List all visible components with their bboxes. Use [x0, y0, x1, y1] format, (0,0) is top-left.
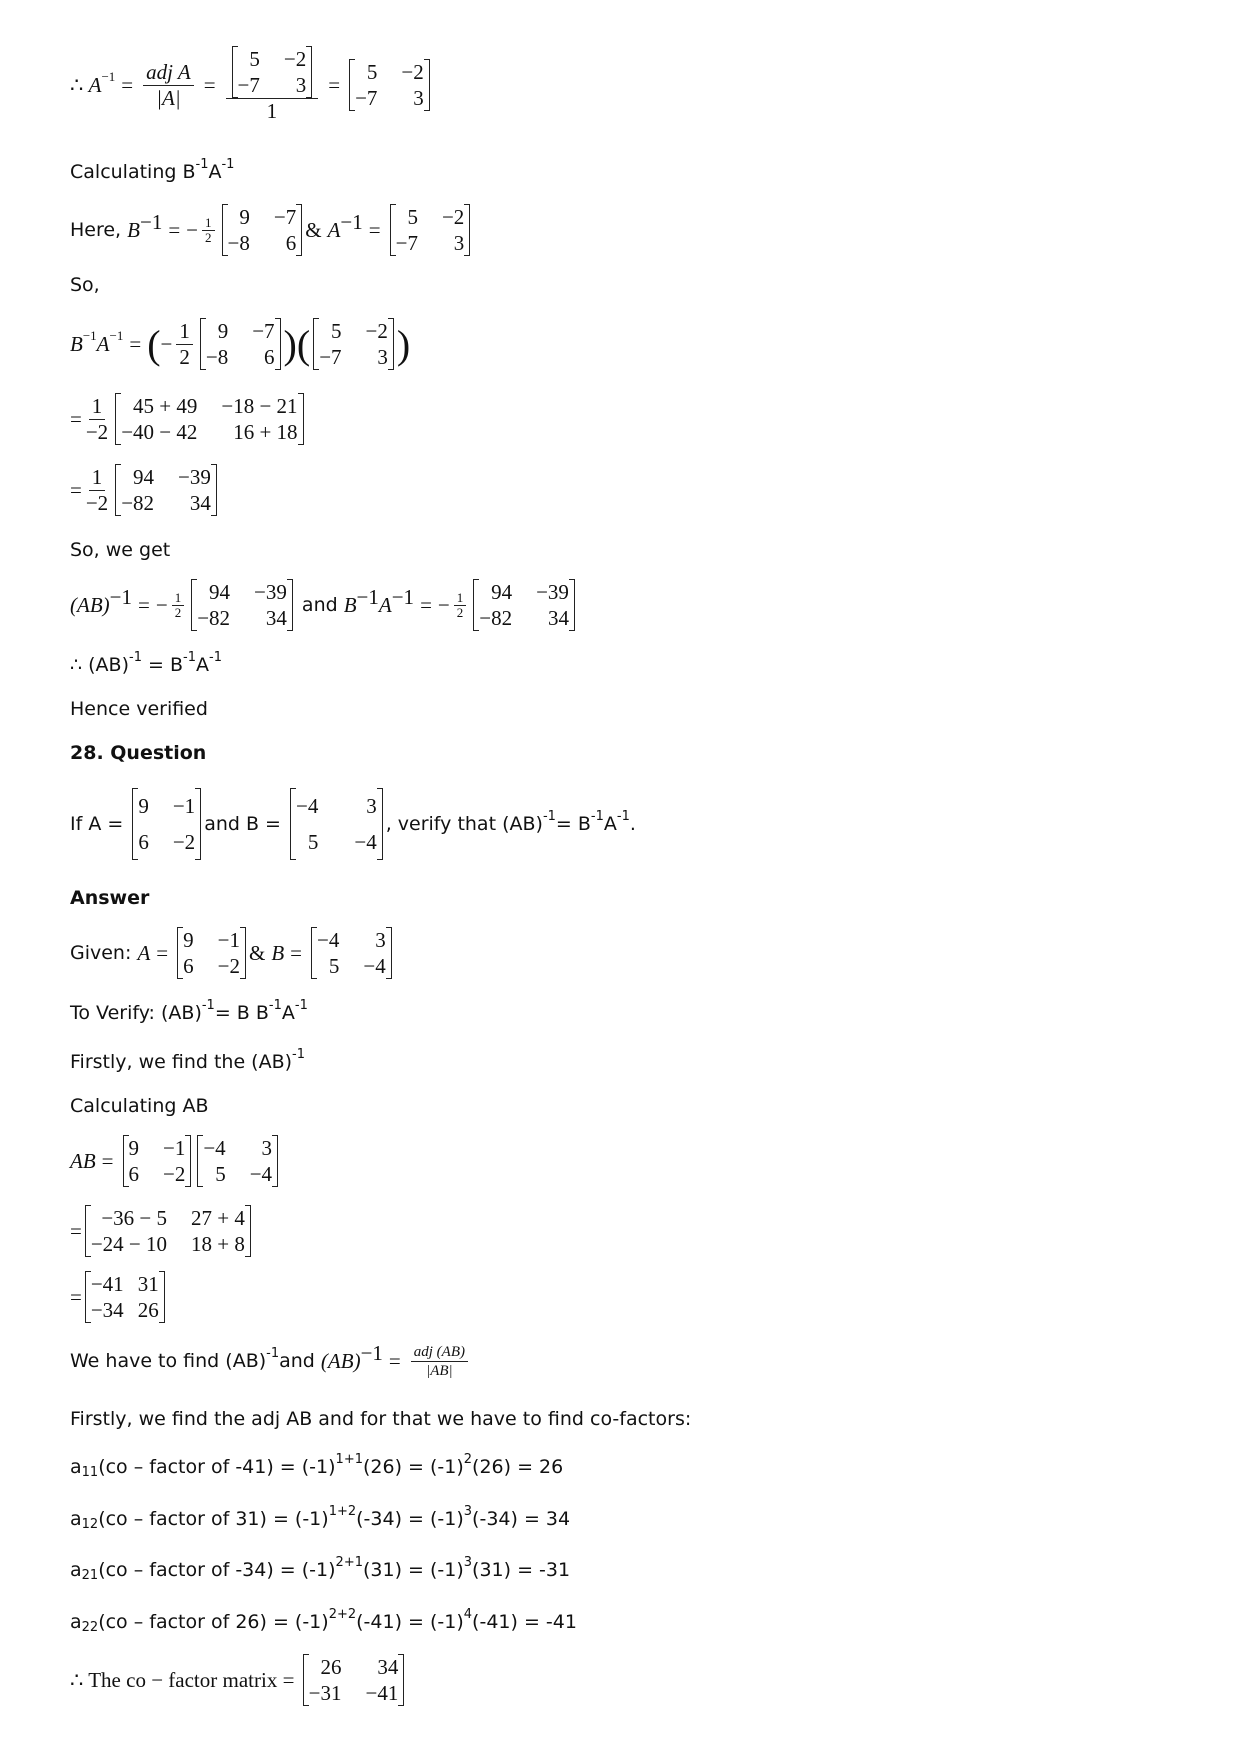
matrix-cell: 6 — [264, 345, 275, 369]
question-statement — [70, 794, 636, 854]
matrix-cell: 18 + 8 — [191, 1232, 245, 1256]
text: To Verify: (AB) — [70, 1002, 202, 1024]
var: B — [127, 217, 140, 242]
matrix-cell: −24 − 10 — [90, 1232, 168, 1256]
matrix-cell: −39 — [254, 580, 287, 604]
matrix-cell: −8 — [227, 231, 250, 255]
cofactor-line: a $_{12}$ (co – factor of 31) = (-1) $^{1+2}$ (-34) = (-1) $^3$ (-34) = 34 — [70, 1503, 571, 1532]
text: 4 — [463, 1606, 473, 1622]
text: 2 — [179, 344, 190, 369]
text: -1 — [201, 997, 215, 1013]
text: (-34) = (-1) — [356, 1508, 464, 1530]
matrix-cell: −2 — [365, 319, 388, 343]
product-line — [70, 314, 410, 374]
text: Answer — [70, 887, 150, 909]
matrix-cell: 6 — [128, 1162, 139, 1186]
matrix-cell: −39 — [536, 580, 569, 604]
matrix-cell: 26 — [137, 1298, 159, 1322]
matrix — [197, 1135, 278, 1187]
matrix-cell: 45 + 49 — [133, 394, 198, 418]
text: 22 — [81, 1619, 99, 1635]
matrix — [85, 1271, 165, 1323]
cofactor-line: a $_{11}$ (co – factor of -41) = (-1) $^{1+1}$ (26) = (-1) $^2$ (26) = 26 — [70, 1451, 564, 1480]
eq: = — [121, 72, 134, 97]
matrix-cell: 5 — [366, 60, 378, 84]
ab-product-line — [70, 1131, 281, 1191]
text: 1 — [454, 591, 467, 606]
text: −1 — [109, 328, 124, 343]
matrix-cell: 31 — [137, 1272, 159, 1296]
text: -1 — [590, 808, 604, 824]
fraction — [454, 591, 467, 620]
text: and — [301, 594, 338, 616]
matrix-cell: −8 — [205, 345, 229, 369]
cofactor-line: a $_{21}$ (co – factor of -34) = (-1) $^{2+1}$ (31) = (-1) $^3$ (31) = -31 — [70, 1554, 571, 1583]
cofactor-exponent: 1+1 — [335, 1451, 363, 1467]
matrix-cell: 34 — [189, 491, 211, 515]
matrix-cell: 94 — [491, 580, 513, 604]
text-line — [70, 255, 100, 315]
sup: −1 — [340, 209, 363, 234]
text: -1 — [292, 1046, 306, 1062]
text: 1 — [176, 319, 193, 345]
matrix-cell: 3 — [453, 231, 465, 255]
text: , verify that (AB) — [385, 813, 543, 835]
matrix-cell: 9 — [217, 319, 229, 343]
matrix-cell: −40 − 42 — [121, 420, 198, 444]
text: & — [248, 940, 266, 965]
var: A — [327, 217, 341, 242]
matrix-cell: 5 — [328, 954, 340, 978]
den: |A| — [156, 85, 181, 110]
formula-line — [70, 1331, 472, 1391]
matrix-cell: −7 — [395, 231, 418, 255]
var: A — [88, 72, 102, 97]
matrix-cell: 3 — [295, 73, 307, 97]
question-heading — [70, 723, 206, 783]
text: 12 — [81, 1516, 99, 1532]
eq: = — [328, 72, 341, 97]
text: A — [281, 1002, 295, 1024]
text: A — [196, 654, 209, 676]
matrix-cell: −1 — [172, 794, 196, 818]
matrix-cell: 3 — [413, 86, 424, 110]
text: B — [70, 331, 83, 356]
text: Hence verified — [70, 698, 208, 720]
text-line — [70, 1076, 209, 1136]
a-inverse-equation — [70, 47, 433, 123]
result-line — [70, 460, 220, 520]
text: 2 — [456, 604, 464, 620]
matrix-cell: 5 — [249, 47, 260, 71]
matrix-cell: 94 — [209, 580, 231, 604]
text: (AB) — [70, 592, 110, 617]
matrix-cell: −18 − 21 — [221, 394, 298, 418]
matrix — [349, 59, 430, 111]
expanded-line — [70, 389, 307, 449]
text: (26) = 26 — [472, 1456, 564, 1478]
text-line — [70, 520, 170, 580]
text: = — [148, 654, 164, 676]
text: -1 — [129, 649, 142, 665]
text: B — [255, 1002, 269, 1024]
text: ∴ The co − factor matrix = — [70, 1667, 295, 1692]
text: (31) = -31 — [472, 1559, 571, 1581]
text: A — [208, 161, 222, 183]
matrix-cell: −4 — [317, 928, 340, 952]
den: 1 — [266, 99, 278, 123]
ab-result-line — [70, 1267, 168, 1327]
matrix — [222, 204, 303, 256]
matrix-cell: −7 — [252, 319, 275, 343]
sup: −1 — [139, 209, 163, 234]
eq: = — [203, 72, 216, 97]
matrix — [303, 1654, 405, 1706]
text: 3 — [463, 1503, 473, 1519]
matrix-cell: −4 — [363, 954, 386, 978]
text: and B = — [204, 813, 281, 835]
matrix-cell: −2 — [283, 47, 307, 71]
text: −1 — [360, 1340, 383, 1365]
text: = — [388, 1348, 401, 1373]
text: −2 — [85, 419, 109, 444]
text: Given: — [70, 942, 132, 964]
text: 1 — [89, 465, 106, 491]
text: = — [101, 1148, 114, 1173]
text: B — [271, 940, 285, 965]
text: = — [156, 940, 169, 965]
math-symbol: ) — [396, 321, 411, 367]
text: = — [290, 940, 303, 965]
text: −1 — [391, 584, 415, 609]
text: (31) = (-1) — [362, 1559, 464, 1581]
therefore-symbol: ∴ — [70, 72, 84, 97]
text: (AB) — [320, 1348, 361, 1373]
cofactor-exponent: 2+1 — [335, 1554, 363, 1570]
text: B — [169, 654, 184, 676]
comparison-line — [70, 575, 578, 635]
fraction — [143, 60, 194, 111]
fraction — [226, 46, 319, 124]
text: 2 — [174, 604, 182, 620]
matrix — [132, 788, 201, 860]
text: 2 — [463, 1451, 473, 1467]
text: (-34) = 34 — [472, 1508, 571, 1530]
text: = — [70, 406, 82, 431]
text: A — [603, 813, 617, 835]
math-symbol: )( — [283, 321, 311, 367]
text: −2 — [85, 490, 109, 515]
matrix-cell: −4 — [296, 794, 319, 818]
matrix-cell: −82 — [121, 491, 155, 515]
matrix-cell: −2 — [217, 954, 240, 978]
eq: = — [368, 217, 381, 242]
text: Here, — [70, 219, 122, 241]
text: 28. Question — [70, 742, 207, 764]
sup: -1 — [195, 156, 209, 172]
fraction — [411, 1343, 468, 1380]
matrix-cell: 9 — [239, 205, 250, 229]
text: (co – factor of 31) = (-1) — [98, 1508, 329, 1530]
matrix-cell: 5 — [307, 830, 319, 854]
text: = — [70, 1218, 82, 1243]
matrix-cell: 9 — [128, 1136, 139, 1160]
text: −1 — [82, 328, 97, 343]
text: = — [70, 1284, 82, 1309]
matrix-cell: 34 — [547, 606, 569, 630]
matrix-cell: 3 — [375, 928, 386, 952]
answer-heading — [70, 868, 149, 928]
fraction — [86, 394, 108, 445]
eq: = — [168, 217, 181, 242]
matrix-cell: 9 — [138, 794, 149, 818]
amp: & — [305, 217, 322, 242]
matrix-cell: 16 + 18 — [233, 420, 298, 444]
text: Firstly, we find the (AB) — [70, 1051, 293, 1073]
text: −1 — [109, 584, 132, 609]
matrix-cell: −82 — [479, 606, 513, 630]
matrix — [311, 927, 392, 979]
text: 1 — [172, 591, 185, 606]
matrix-cell: −7 — [273, 205, 297, 229]
matrix-cell: 34 — [377, 1655, 399, 1679]
text: AB — [70, 1148, 96, 1173]
text: (co – factor of -41) = (-1) — [98, 1456, 336, 1478]
text: = — [138, 592, 150, 617]
text: = — [70, 477, 82, 502]
cofactor-exponent: 2+2 — [328, 1606, 357, 1622]
matrix-cell: 5 — [331, 319, 342, 343]
fraction — [176, 319, 193, 370]
matrix-cell: 3 — [261, 1136, 273, 1160]
cofactor-matrix-line — [70, 1650, 407, 1710]
text: A — [96, 331, 110, 356]
matrix — [232, 46, 313, 98]
matrix-cell: −7 — [237, 73, 260, 97]
text: -1 — [266, 1345, 280, 1361]
text: If A = — [70, 813, 124, 835]
matrix — [473, 579, 575, 631]
text: (-41) = -41 — [472, 1611, 577, 1633]
matrix-cell: −36 − 5 — [101, 1206, 168, 1230]
text: −1 — [356, 584, 379, 609]
math-symbol — [226, 46, 319, 99]
matrix-cell: −82 — [197, 606, 231, 630]
matrix-cell: −1 — [163, 1136, 186, 1160]
text: So, we get — [70, 539, 171, 561]
fraction — [86, 465, 108, 516]
matrix-cell: 9 — [183, 928, 194, 952]
matrix-cell: 6 — [285, 231, 297, 255]
text: |AB| — [426, 1362, 453, 1379]
text: -1 — [183, 649, 196, 665]
text: (co – factor of 26) = (-1) — [98, 1611, 329, 1633]
matrix-cell: −7 — [355, 86, 378, 110]
text: 1 — [89, 394, 106, 420]
sup: −1 — [101, 69, 116, 84]
text: A — [378, 592, 392, 617]
text: So, — [70, 274, 100, 296]
text: 3 — [463, 1554, 473, 1570]
text: = — [420, 592, 432, 617]
text: ∴ (AB) — [70, 654, 129, 676]
matrix-cell: 6 — [183, 954, 194, 978]
matrix — [177, 927, 246, 979]
text: We have to find (AB) — [70, 1350, 267, 1372]
matrix-cell: 3 — [377, 345, 388, 369]
text: = B — [555, 813, 591, 835]
matrix-cell: −41 — [90, 1272, 124, 1296]
text: − — [155, 592, 168, 617]
text: A — [137, 940, 151, 965]
text: (-41) = (-1) — [356, 1611, 464, 1633]
cofactor-line: a $_{22}$ (co – factor of 26) = (-1) $^{2+2}$ (-41) = (-1) $^4$ (-41) = -41 — [70, 1606, 577, 1635]
matrix-cell: −2 — [172, 830, 196, 854]
minus: − — [186, 217, 199, 242]
matrix-cell: 34 — [265, 606, 287, 630]
matrix — [115, 464, 217, 516]
text-line — [70, 142, 234, 202]
matrix-cell: 3 — [366, 794, 377, 818]
matrix-cell: −4 — [249, 1162, 273, 1186]
ab-expanded-line — [70, 1201, 254, 1261]
text: -1 — [542, 808, 556, 824]
given-line — [70, 923, 395, 983]
text: 11 — [81, 1464, 99, 1480]
matrix-cell: −4 — [203, 1136, 226, 1160]
matrix — [191, 579, 293, 631]
matrix-cell: −2 — [441, 205, 465, 229]
text: -1 — [268, 997, 282, 1013]
num: adj A — [143, 60, 194, 86]
matrix — [123, 1135, 192, 1187]
text: − — [437, 592, 450, 617]
matrix-cell: −2 — [401, 60, 424, 84]
math-symbol: ( — [147, 321, 161, 367]
matrix — [85, 1205, 251, 1257]
text: -1 — [209, 649, 222, 665]
matrix — [313, 318, 394, 370]
text: -1 — [616, 808, 630, 824]
cofactor-exponent: 1+2 — [328, 1503, 357, 1519]
matrix-cell: 5 — [215, 1162, 226, 1186]
text: = — [129, 331, 142, 356]
matrix-cell: 94 — [133, 465, 155, 489]
matrix-cell: 6 — [138, 830, 149, 854]
matrix-cell: −39 — [178, 465, 211, 489]
text: 2 — [205, 229, 212, 245]
fraction — [202, 216, 215, 245]
matrix-cell: 5 — [407, 205, 418, 229]
matrix-cell: −7 — [319, 345, 342, 369]
here-line — [70, 200, 473, 260]
text: (26) = (-1) — [362, 1456, 464, 1478]
text: (co – factor of -34) = (-1) — [98, 1559, 336, 1581]
text: and — [279, 1350, 315, 1372]
text: 21 — [81, 1567, 99, 1583]
text: B — [343, 592, 357, 617]
text: = B — [214, 1002, 250, 1024]
matrix-cell: −1 — [217, 928, 240, 952]
matrix-cell: 27 + 4 — [191, 1206, 245, 1230]
matrix — [290, 788, 383, 860]
matrix — [390, 204, 471, 256]
matrix — [200, 318, 281, 370]
matrix-cell: −2 — [163, 1162, 186, 1186]
text: adj (AB) — [411, 1343, 468, 1362]
text: Firstly, we find the adj AB and for that we have to find co-factors: — [70, 1408, 692, 1430]
text: Calculating B — [70, 161, 196, 183]
matrix-cell: −34 — [90, 1298, 124, 1322]
text: Calculating AB — [70, 1095, 209, 1117]
matrix — [115, 393, 303, 445]
matrix-cell: 26 — [320, 1655, 342, 1679]
text: − — [160, 331, 173, 356]
matrix-cell: −4 — [354, 830, 377, 854]
text: -1 — [294, 997, 308, 1013]
matrix-cell: −41 — [365, 1681, 399, 1705]
text: . — [629, 813, 636, 835]
text: 1 — [202, 216, 215, 231]
matrix-cell: −31 — [308, 1681, 342, 1705]
fraction — [172, 591, 185, 620]
sup: -1 — [221, 156, 235, 172]
